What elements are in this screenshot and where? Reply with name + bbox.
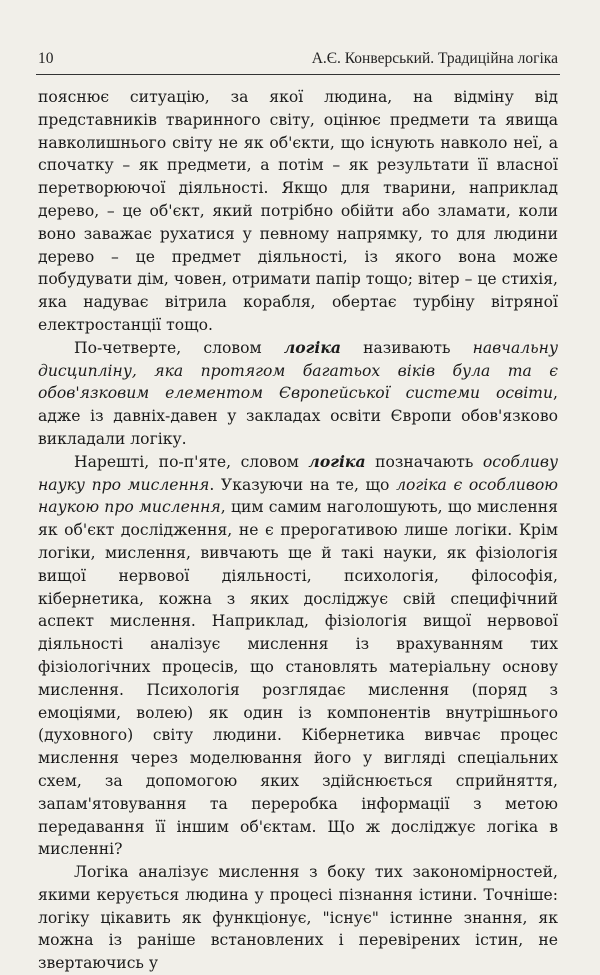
page-number: 10 — [38, 50, 54, 67]
body-text — [38, 86, 558, 975]
emphasis-special-science: логіка є особливою наукою про мислення — [38, 475, 559, 517]
paragraph-3: Нарешті, по-п'яте, словом логіка позначають особливу науку про мислення. Указуючи на те, що логіка є особливою наукою про мислення, цим самим наголошують, що мислення як об'єкт дослідження, не є прерогативою лише логіки. Крім логіки, мислення, вивчають ще й такі науки, як фізіологія вищої нервової діяльності, психологія, філософія, кібернетика, кожна з яких досліджує свій специфічний аспект мислення. Наприклад, фізіологія вищої нервової діяльності аналізує мислення із врахуванням тих фізіологічних процесів, що становлять матеріальну основу мислення. Психологія розглядає мислення (поряд з емоціями, волею) як один із компонентів внутрішнього (духовного) світу людини. Кібернетика вивчає процес мислення через моделювання його у вигляді спеціальних схем, за допомогою яких здійснюється сприйняття, запам'ятовування та переробка інформації з метою передавання її іншим об'єктам. Що ж досліджує логіка в мисленні? — [38, 451, 559, 859]
term-logic: логіка — [308, 451, 366, 471]
paragraph-4: Логіка аналізує мислення з боку тих закономірностей, якими керується людина у процесі пізнання істини. Точніше: логіку цікавить як функціонує, "існує" істинне знання, як можна із раніше встановлених і перевірених істин, не звертаючись у — [38, 863, 558, 973]
paragraph-2: По-четверте, словом логіка називають навчальну дисципліну, яка протягом багатьох віків була та є обов'язковим елементом Європейської системи освіти, адже із давніх-давен у закладах освіти Європи обов'язково викладали логіку. — [38, 337, 558, 448]
emphasis-science: особливу науку про мислення — [38, 452, 558, 494]
header-rule — [36, 74, 560, 75]
term-logic: логіка — [283, 337, 341, 357]
running-title: А.Є. Конверський. Традиційна логіка — [311, 50, 558, 67]
paragraph-1: пояснює ситуацію, за якої людина, на відміну від представників тваринного світу, оцінює предмети та явища навколишнього світу не як об'єкти, що існують навколо неї, а спочатку – як предмети, а потім – як результати її власної перетворюючої діяльності. Якщо для тварини, наприклад дерево, – це об'єкт, який потрібно обійти або зламати, коли воно заважає рухатися у певному напрямку, то для людини дерево – це предмет діяльності, із якого вона може побудувати дім, човен, отримати папір тощо; вітер – це стихія, яка надуває вітрила корабля, обертає турбіну вітряної електростанції тощо. — [38, 88, 558, 334]
emphasis-discipline: навчальну дисципліну, яка протягом багатьох віків була та є обов'язковим елементом Європейської системи освіти — [38, 338, 558, 403]
